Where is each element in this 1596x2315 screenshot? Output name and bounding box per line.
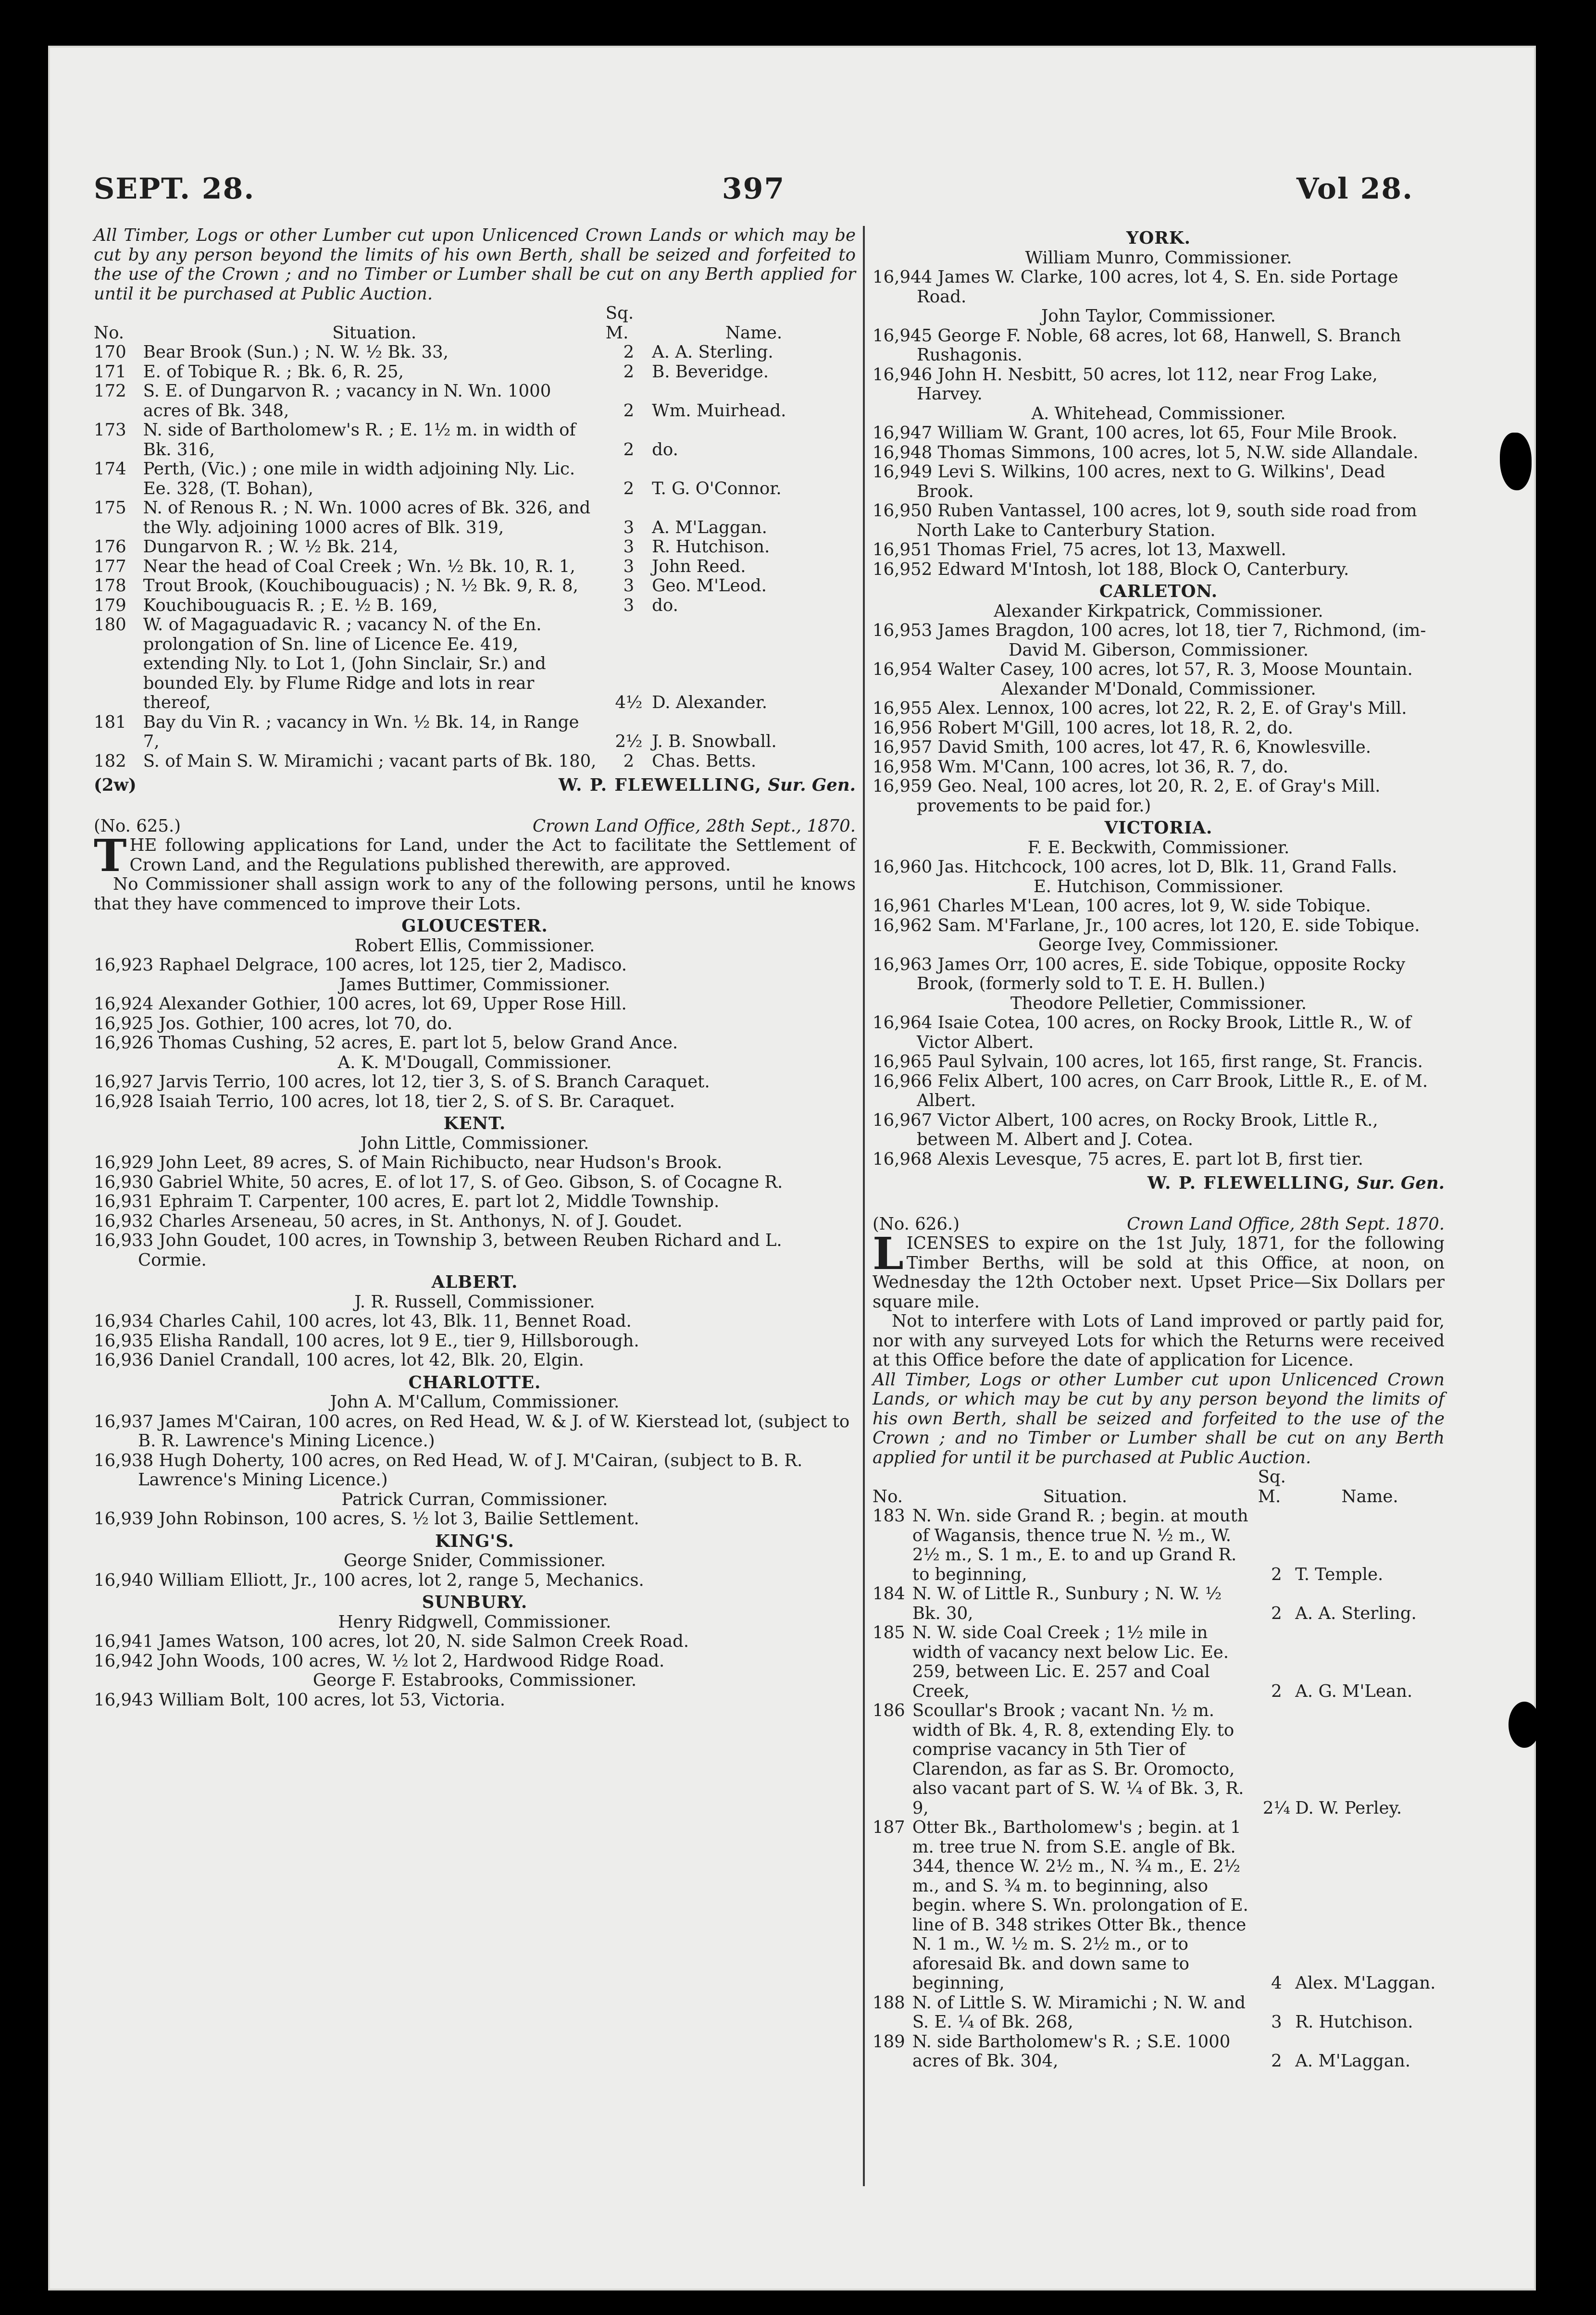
application-entry: 16,954 Walter Casey, 100 acres, lot 57, R. 3, Moose Mountain. <box>873 660 1413 679</box>
square-miles: 3 <box>623 517 635 537</box>
col-no: No. <box>873 1486 903 1506</box>
schedule-row <box>873 1701 1445 1818</box>
schedule-row <box>873 1506 1445 1584</box>
square-miles: 3 <box>623 537 635 557</box>
berth-number: 185 <box>873 1623 905 1643</box>
col-no: No. <box>94 323 125 343</box>
applicant-name: D. W. Perley. <box>1295 1798 1402 1818</box>
square-miles: 2 <box>1271 1681 1282 1701</box>
notice-office-date: Crown Land Office, 28th Sept., 1870. <box>532 816 856 836</box>
berth-situation: E. of Tobique R. ; Bk. 6, R. 25, <box>143 361 404 382</box>
application-entry: 16,958 Wm. M'Cann, 100 acres, lot 36, R. 7, do. <box>873 757 1289 777</box>
schedule-row <box>94 713 856 752</box>
berth-situation: Near the head of Coal Creek ; Wn. ½ Bk. 10, R. 1, <box>143 556 575 576</box>
notice-paragraph <box>873 1228 1445 1312</box>
square-miles: 2 <box>1271 1603 1282 1623</box>
berth-situation: Trout Brook, (Kouchibouguacis) ; N. ½ Bk. 9, R. 8, <box>143 576 578 596</box>
ink-blot <box>1500 433 1532 490</box>
square-miles: 2 <box>623 342 635 362</box>
application-entry: 16,939 John Robinson, 100 acres, S. ½ lot 3, Bailie Settlement. <box>94 1509 639 1529</box>
county-heading: SUNBURY. <box>422 1593 528 1612</box>
applicant-name: A. A. Sterling. <box>652 342 773 362</box>
berth-situation: Perth, (Vic.) ; one mile in width adjoining Nly. Lic. Ee. 328, (T. Bohan), <box>143 459 575 498</box>
application-entry: 16,927 Jarvis Terrio, 100 acres, lot 12, tier 3, S. of S. Branch Caraquet. <box>94 1072 710 1092</box>
application-entry: 16,931 Ephraim T. Carpenter, 100 acres, E. part lot 2, Middle Township. <box>94 1192 720 1211</box>
application-entry: 16,953 James Bragdon, 100 acres, lot 18, tier 7, Richmond, (im- <box>873 621 1426 640</box>
commissioner-line: Alexander Kirkpatrick, Commissioner. <box>994 601 1323 621</box>
applicant-name: Chas. Betts. <box>652 751 757 771</box>
county-heading: GLOUCESTER. <box>401 916 548 936</box>
application-entry: 16,968 Alexis Levesque, 75 acres, E. part lot B, first tier. <box>873 1149 1363 1169</box>
berth-situation: W. of Magaguadavic R. ; vacancy N. of the En. prolongation of Sn. line of Licence Ee. 419, extending Nly. to Lot 1, (John Sinclair, Sr.) and bounded Ely. by Flume Ridge and lots in rear thereof, <box>143 615 546 712</box>
applicant-name: R. Hutchison. <box>652 537 770 557</box>
berth-number: 173 <box>94 420 126 440</box>
berth-number: 171 <box>94 361 126 382</box>
notice-text: ICENSES to expire on the 1st July, 1871, for the following Timber Berths, will be sold at this Office, at noon, on Wednesday the 12th October next. Upset Price—Six Dollars per square mile. <box>873 1233 1445 1312</box>
berth-number: 180 <box>94 615 126 635</box>
header-date: SEPT. 28. <box>94 172 255 206</box>
applicant-name: Alex. M'Laggan. <box>1295 1973 1436 1993</box>
square-miles: 2 <box>623 439 635 460</box>
page-number: 397 <box>722 172 786 206</box>
commissioner-line: George Ivey, Commissioner. <box>1038 935 1279 955</box>
application-entry: 16,948 Thomas Simmons, 100 acres, lot 5, N.W. side Allandale. <box>873 442 1419 462</box>
schedule-header-row <box>873 1468 1445 1506</box>
county-heading: KENT. <box>443 1114 506 1133</box>
signature-name: W. P. FLEWELLING, <box>1147 1173 1351 1193</box>
county-heading: CARLETON. <box>1099 582 1218 601</box>
notice-office-date: Crown Land Office, 28th Sept. 1870. <box>1127 1214 1445 1234</box>
berth-number: 172 <box>94 381 126 401</box>
applicant-name: A. G. M'Lean. <box>1295 1681 1413 1701</box>
application-entry: 16,963 James Orr, 100 acres, E. side Tobique, opposite Rocky Brook, (formerly sold to T. E. H. Bullen.) <box>873 954 1406 994</box>
drop-cap: T <box>94 830 127 882</box>
berth-number: 184 <box>873 1584 905 1604</box>
signature-name: W. P. FLEWELLING, <box>558 775 762 795</box>
signature-title: Sur. Gen. <box>1357 1173 1445 1193</box>
berth-situation: S. of Main S. W. Miramichi ; vacant parts of Bk. 180, <box>143 751 597 771</box>
applicant-name: John Reed. <box>652 556 746 576</box>
application-entry: 16,949 Levi S. Wilkins, 100 acres, next to G. Wilkins', Dead Brook. <box>873 462 1385 501</box>
berth-situation: N. side Bartholomew's R. ; S.E. 1000 acres of Bk. 304, <box>912 2031 1231 2071</box>
berth-number: 189 <box>873 2031 905 2052</box>
page-header <box>94 135 1413 206</box>
col-situation: Situation. <box>1043 1486 1127 1506</box>
application-entry: 16,941 James Watson, 100 acres, lot 20, N. side Salmon Creek Road. <box>94 1631 689 1651</box>
application-entry: 16,947 William W. Grant, 100 acres, lot 65, Four Mile Brook. <box>873 423 1397 443</box>
berth-situation: N. Wn. side Grand R. ; begin. at mouth of Wagansis, thence true N. ½ m., W. 2½ m., S. 1 m., E. to and up Grand R. to beginning, <box>912 1506 1248 1584</box>
application-entry: 16,956 Robert M'Gill, 100 acres, lot 18, R. 2, do. <box>873 718 1294 738</box>
schedule-row <box>94 557 856 577</box>
timber-notice-intro: All Timber, Logs or other Lumber cut upon Unlicenced Crown Lands or which may be cut by any person beyond the limits of his own Berth, shall be seized and forfeited to the use of the Crown ; and no Timber or Lumber shall be cut on any Berth applied for until it be purchased at Public Auction. <box>94 225 856 304</box>
application-list <box>873 229 1445 1169</box>
applicant-name: Geo. M'Leod. <box>652 576 767 596</box>
county-heading: VICTORIA. <box>1104 818 1213 838</box>
schedule-row <box>94 460 856 498</box>
notice-number: (No. 625.) <box>94 816 181 836</box>
county-heading: KING'S. <box>435 1531 514 1551</box>
berth-number: 188 <box>873 1992 905 2013</box>
commissioner-line: Patrick Curran, Commissioner. <box>341 1489 608 1509</box>
notice-heading <box>873 1215 1445 1234</box>
commissioner-line: Alexander M'Donald, Commissioner. <box>1001 679 1316 699</box>
berth-number: 179 <box>94 595 126 615</box>
county-heading: YORK. <box>1126 228 1191 248</box>
col-sq: Sq. M. <box>605 303 634 343</box>
berth-situation: N. side of Bartholomew's R. ; E. 1½ m. in width of Bk. 316, <box>143 420 576 460</box>
col-situation: Situation. <box>332 323 417 343</box>
commissioner-line: J. R. Russell, Commissioner. <box>354 1292 595 1312</box>
square-miles: 3 <box>1271 2012 1282 2032</box>
commissioner-line: E. Hutchison, Commissioner. <box>1033 876 1284 896</box>
berth-situation: Kouchibouguacis R. ; E. ½ B. 169, <box>143 595 438 615</box>
schedule-row <box>94 498 856 537</box>
application-entry: 16,960 Jas. Hitchcock, 100 acres, lot D, Blk. 11, Grand Falls. <box>873 857 1397 877</box>
berth-situation: Scoullar's Brook ; vacant Nn. ½ m. width of Bk. 4, R. 8, extending Ely. to comprise vacancy in 5th Tier of Clarendon, as far as S. Br. Oromocto, also vacant part of S. W. ¼ of Bk. 3, R. 9, <box>912 1701 1244 1818</box>
berth-situation: N. W. side Coal Creek ; 1½ mile in width of vacancy next below Lic. Ee. 259, between Lic. E. 257 and Coal Creek, <box>912 1623 1229 1701</box>
berth-situation: N. of Renous R. ; N. Wn. 1000 acres of Bk. 326, and the Wly. adjoining 1000 acres of Blk. 319, <box>143 498 591 537</box>
signature-line <box>873 1174 1445 1194</box>
square-miles: 4 <box>1271 1973 1282 1993</box>
schedule-row <box>873 1993 1445 2032</box>
application-entry: 16,926 Thomas Cushing, 52 acres, E. part lot 5, below Grand Ance. <box>94 1033 678 1053</box>
applicant-name: R. Hutchison. <box>1295 2012 1413 2032</box>
square-miles: 2¼ <box>1262 1798 1290 1818</box>
berth-situation: Bear Brook (Sun.) ; N. W. ½ Bk. 33, <box>143 342 449 362</box>
application-entry: 16,959 Geo. Neal, 100 acres, lot 20, R. 2, E. of Gray's Mill. provements to be paid for.) <box>873 776 1381 816</box>
commissioner-line: John A. M'Callum, Commissioner. <box>330 1392 620 1412</box>
berth-situation: S. E. of Dungarvon R. ; vacancy in N. Wn. 1000 acres of Bk. 348, <box>143 381 551 421</box>
applicant-name: A. M'Laggan. <box>652 517 767 537</box>
square-miles: 4½ <box>615 693 643 712</box>
signature-line <box>94 776 856 796</box>
application-entry: 16,932 Charles Arseneau, 50 acres, in St. Anthonys, N. of J. Goudet. <box>94 1211 683 1231</box>
schedule-row <box>94 752 856 772</box>
commissioner-line: David M. Giberson, Commissioner. <box>1008 640 1309 660</box>
applicant-name: do. <box>652 439 678 460</box>
applicant-name: J. B. Snowball. <box>652 732 777 751</box>
berth-number: 186 <box>873 1701 905 1720</box>
berth-number: 175 <box>94 498 126 518</box>
commissioner-line: A. Whitehead, Commissioner. <box>1031 403 1286 423</box>
commissioner-line: James Buttimer, Commissioner. <box>339 974 611 995</box>
applicant-name: do. <box>652 595 678 615</box>
application-entry: 16,935 Elisha Randall, 100 acres, lot 9 E., tier 9, Hillsborough. <box>94 1331 639 1351</box>
square-miles: 2 <box>1271 1564 1282 1584</box>
drop-cap: L <box>873 1228 904 1280</box>
schedule-row <box>873 2032 1445 2071</box>
application-entry: 16,944 James W. Clarke, 100 acres, lot 4, S. En. side Portage Road. <box>873 267 1398 307</box>
application-entry: 16,938 Hugh Doherty, 100 acres, on Red Head, W. of J. M'Cairan, (subject to B. R. Lawrence's Mining Licence.) <box>94 1450 803 1490</box>
notice-text: HE following applications for Land, under the Act to facilitate the Settlement of Crown Land, and the Regulations published therewith, are approved. <box>129 835 856 875</box>
berth-number: 187 <box>873 1817 905 1837</box>
schedule-row <box>94 596 856 616</box>
berth-number: 174 <box>94 459 126 479</box>
square-miles: 3 <box>623 556 635 576</box>
schedule-row <box>94 615 856 713</box>
timber-berth-schedule <box>94 304 856 771</box>
commissioner-line: Theodore Pelletier, Commissioner. <box>1010 993 1307 1013</box>
schedule-row <box>873 1584 1445 1623</box>
square-miles: 3 <box>623 595 635 615</box>
berth-number: 170 <box>94 342 126 362</box>
schedule-row <box>94 576 856 596</box>
application-entry: 16,936 Daniel Crandall, 100 acres, lot 42, Blk. 20, Elgin. <box>94 1350 584 1370</box>
application-entry: 16,950 Ruben Vantassel, 100 acres, lot 9, south side road from North Lake to Canterbury Station. <box>873 501 1417 540</box>
berth-number: 181 <box>94 712 126 732</box>
applicant-name: A. A. Sterling. <box>1295 1603 1417 1623</box>
schedule-row <box>94 362 856 382</box>
commissioner-line: William Munro, Commissioner. <box>1025 248 1292 268</box>
application-entry: 16,933 John Goudet, 100 acres, in Township 3, between Reuben Richard and L. Cormie. <box>94 1231 782 1270</box>
application-entry: 16,925 Jos. Gothier, 100 acres, lot 70, do. <box>94 1013 453 1033</box>
applicant-name: B. Beveridge. <box>652 361 769 382</box>
application-entry: 16,952 Edward M'Intosh, lot 188, Block O, Canterbury. <box>873 559 1349 579</box>
application-entry: 16,928 Isaiah Terrio, 100 acres, lot 18, tier 2, S. of S. Br. Caraquet. <box>94 1091 675 1111</box>
berth-number: 177 <box>94 556 126 576</box>
timber-berth-schedule <box>873 1468 1445 2071</box>
commissioner-line: John Taylor, Commissioner. <box>1041 306 1276 326</box>
notice-number: (No. 626.) <box>873 1214 960 1234</box>
square-miles: 2 <box>623 400 635 421</box>
application-entry: 16,951 Thomas Friel, 75 acres, lot 13, Maxwell. <box>873 540 1286 560</box>
applicant-name: Wm. Muirhead. <box>652 400 786 421</box>
schedule-row <box>94 382 856 421</box>
applicant-name: A. M'Laggan. <box>1295 2051 1411 2071</box>
col-sq: Sq. M. <box>1258 1467 1286 1506</box>
schedule-row <box>873 1623 1445 1701</box>
notice-paragraph <box>94 830 856 882</box>
timber-notice-intro: All Timber, Logs or other Lumber cut upon Unlicenced Crown Lands, or which may be cut by any person beyond the limits of his own Berth, shall be seized and forfeited to the use of the Crown ; and no Timber or Lumber shall be cut on any Berth applied for until it be purchased at Public Auction. <box>873 1369 1445 1468</box>
application-entry: 16,934 Charles Cahil, 100 acres, lot 43, Blk. 11, Bennet Road. <box>94 1311 632 1331</box>
commissioner-line: A. K. M'Dougall, Commissioner. <box>337 1052 612 1072</box>
berth-situation: N. W. of Little R., Sunbury ; N. W. ½ Bk. 30, <box>912 1584 1222 1623</box>
applicant-name: D. Alexander. <box>652 693 768 712</box>
square-miles: 2½ <box>615 732 643 751</box>
col-name: Name. <box>1341 1486 1398 1506</box>
application-entry: 16,967 Victor Albert, 100 acres, on Rocky Brook, Little R., between M. Albert and J. Cotea. <box>873 1110 1378 1149</box>
berth-situation: Otter Bk., Bartholomew's ; begin. at 1 m. tree true N. from S.E. angle of Bk. 344, thence W. 2½ m., N. ¾ m., E. 2½ m., and S. ¾ m. to beginning, also begin. where S. Wn. prolongation of E. line of B. 348 strikes Otter Bk., thence N. 1 m., W. ½ m. S. 2½ m., or to aforesaid Bk. and down same to beginning, <box>912 1817 1248 1993</box>
application-entry: 16,945 George F. Noble, 68 acres, lot 68, Hanwell, S. Branch Rushagonis. <box>873 325 1401 365</box>
application-list <box>94 917 856 1710</box>
square-miles: 2 <box>623 751 635 771</box>
application-entry: 16,961 Charles M'Lean, 100 acres, lot 9, W. side Tobique. <box>873 896 1371 916</box>
county-heading: CHARLOTTE. <box>408 1372 541 1393</box>
schedule-row <box>873 1818 1445 1993</box>
berth-situation: N. of Little S. W. Miramichi ; N. W. and S. E. ¼ of Bk. 268, <box>912 1992 1246 2032</box>
berth-number: 183 <box>873 1506 905 1526</box>
application-entry: 16,964 Isaie Cotea, 100 acres, on Rocky Brook, Little R., W. of Victor Albert. <box>873 1013 1411 1052</box>
schedule-body <box>94 343 856 771</box>
signature-tag: (2w) <box>94 775 137 795</box>
notice-paragraph-2: Not to interfere with Lots of Land improved or partly paid for, nor with any surveyed Lots for which the Returns were received at this Office before the date of application for Licence. <box>873 1311 1445 1370</box>
column-divider <box>863 226 865 2186</box>
application-entry: 16,946 John H. Nesbitt, 50 acres, lot 112, near Frog Lake, Harvey. <box>873 364 1378 404</box>
volume-number: Vol 28. <box>1296 172 1413 206</box>
application-entry: 16,942 John Woods, 100 acres, W. ½ lot 2, Hardwood Ridge Road. <box>94 1651 665 1671</box>
application-entry: 16,966 Felix Albert, 100 acres, on Carr Brook, Little R., E. of M. Albert. <box>873 1071 1428 1110</box>
square-miles: 3 <box>623 576 635 596</box>
commissioner-line: F. E. Beckwith, Commissioner. <box>1027 837 1290 858</box>
notice-heading <box>94 817 856 836</box>
square-miles: 2 <box>623 361 635 382</box>
notice-paragraph-2: No Commissioner shall assign work to any of the following persons, until he knows that they have commenced to improve their Lots. <box>94 874 856 914</box>
application-entry: 16,937 James M'Cairan, 100 acres, on Red Head, W. & J. of W. Kierstead lot, (subject to B. R. Lawrence's Mining Licence.) <box>94 1411 850 1451</box>
commissioner-line: John Little, Commissioner. <box>360 1133 589 1153</box>
commissioner-line: Henry Ridgwell, Commissioner. <box>338 1612 611 1632</box>
application-entry: 16,943 William Bolt, 100 acres, lot 53, Victoria. <box>94 1690 506 1710</box>
application-entry: 16,957 David Smith, 100 acres, lot 47, R. 6, Knowlesville. <box>873 737 1372 757</box>
left-column <box>94 226 856 2221</box>
application-entry: 16,955 Alex. Lennox, 100 acres, lot 22, R. 2, E. of Gray's Mill. <box>873 698 1407 718</box>
application-entry: 16,923 Raphael Delgrace, 100 acres, lot 125, tier 2, Madisco. <box>94 955 627 975</box>
berth-situation: Dungarvon R. ; W. ½ Bk. 214, <box>143 537 399 557</box>
application-entry: 16,924 Alexander Gothier, 100 acres, lot 69, Upper Rose Hill. <box>94 994 627 1014</box>
square-miles: 2 <box>1271 2051 1282 2071</box>
col-name: Name. <box>725 323 783 343</box>
county-heading: ALBERT. <box>431 1272 518 1292</box>
schedule-row <box>94 537 856 557</box>
application-entry: 16,965 Paul Sylvain, 100 acres, lot 165, first range, St. Francis. <box>873 1052 1423 1071</box>
schedule-body <box>873 1506 1445 2071</box>
signature-title: Sur. Gen. <box>768 775 856 795</box>
commissioner-line: George F. Estabrooks, Commissioner. <box>312 1670 637 1690</box>
application-entry: 16,962 Sam. M'Farlane, Jr., 100 acres, lot 120, E. side Tobique. <box>873 915 1420 935</box>
right-column <box>873 226 1445 2221</box>
berth-number: 182 <box>94 751 126 771</box>
schedule-header-row <box>94 304 856 343</box>
application-entry: 16,940 William Elliott, Jr., 100 acres, lot 2, range 5, Mechanics. <box>94 1570 644 1590</box>
berth-number: 176 <box>94 537 126 557</box>
schedule-row <box>94 421 856 460</box>
berth-situation: Bay du Vin R. ; vacancy in Wn. ½ Bk. 14, in Range 7, <box>143 712 579 751</box>
applicant-name: T. G. O'Connor. <box>652 478 782 498</box>
schedule-row <box>94 343 856 362</box>
applicant-name: T. Temple. <box>1295 1564 1384 1584</box>
application-entry: 16,929 John Leet, 89 acres, S. of Main Richibucto, near Hudson's Brook. <box>94 1153 723 1172</box>
berth-number: 178 <box>94 576 126 596</box>
square-miles: 2 <box>623 478 635 498</box>
commissioner-line: George Snider, Commissioner. <box>343 1551 606 1570</box>
commissioner-line: Robert Ellis, Commissioner. <box>354 935 595 956</box>
ink-blot <box>1509 1702 1536 1748</box>
application-entry: 16,930 Gabriel White, 50 acres, E. of lot 17, S. of Geo. Gibson, S. of Cocagne R. <box>94 1172 783 1192</box>
